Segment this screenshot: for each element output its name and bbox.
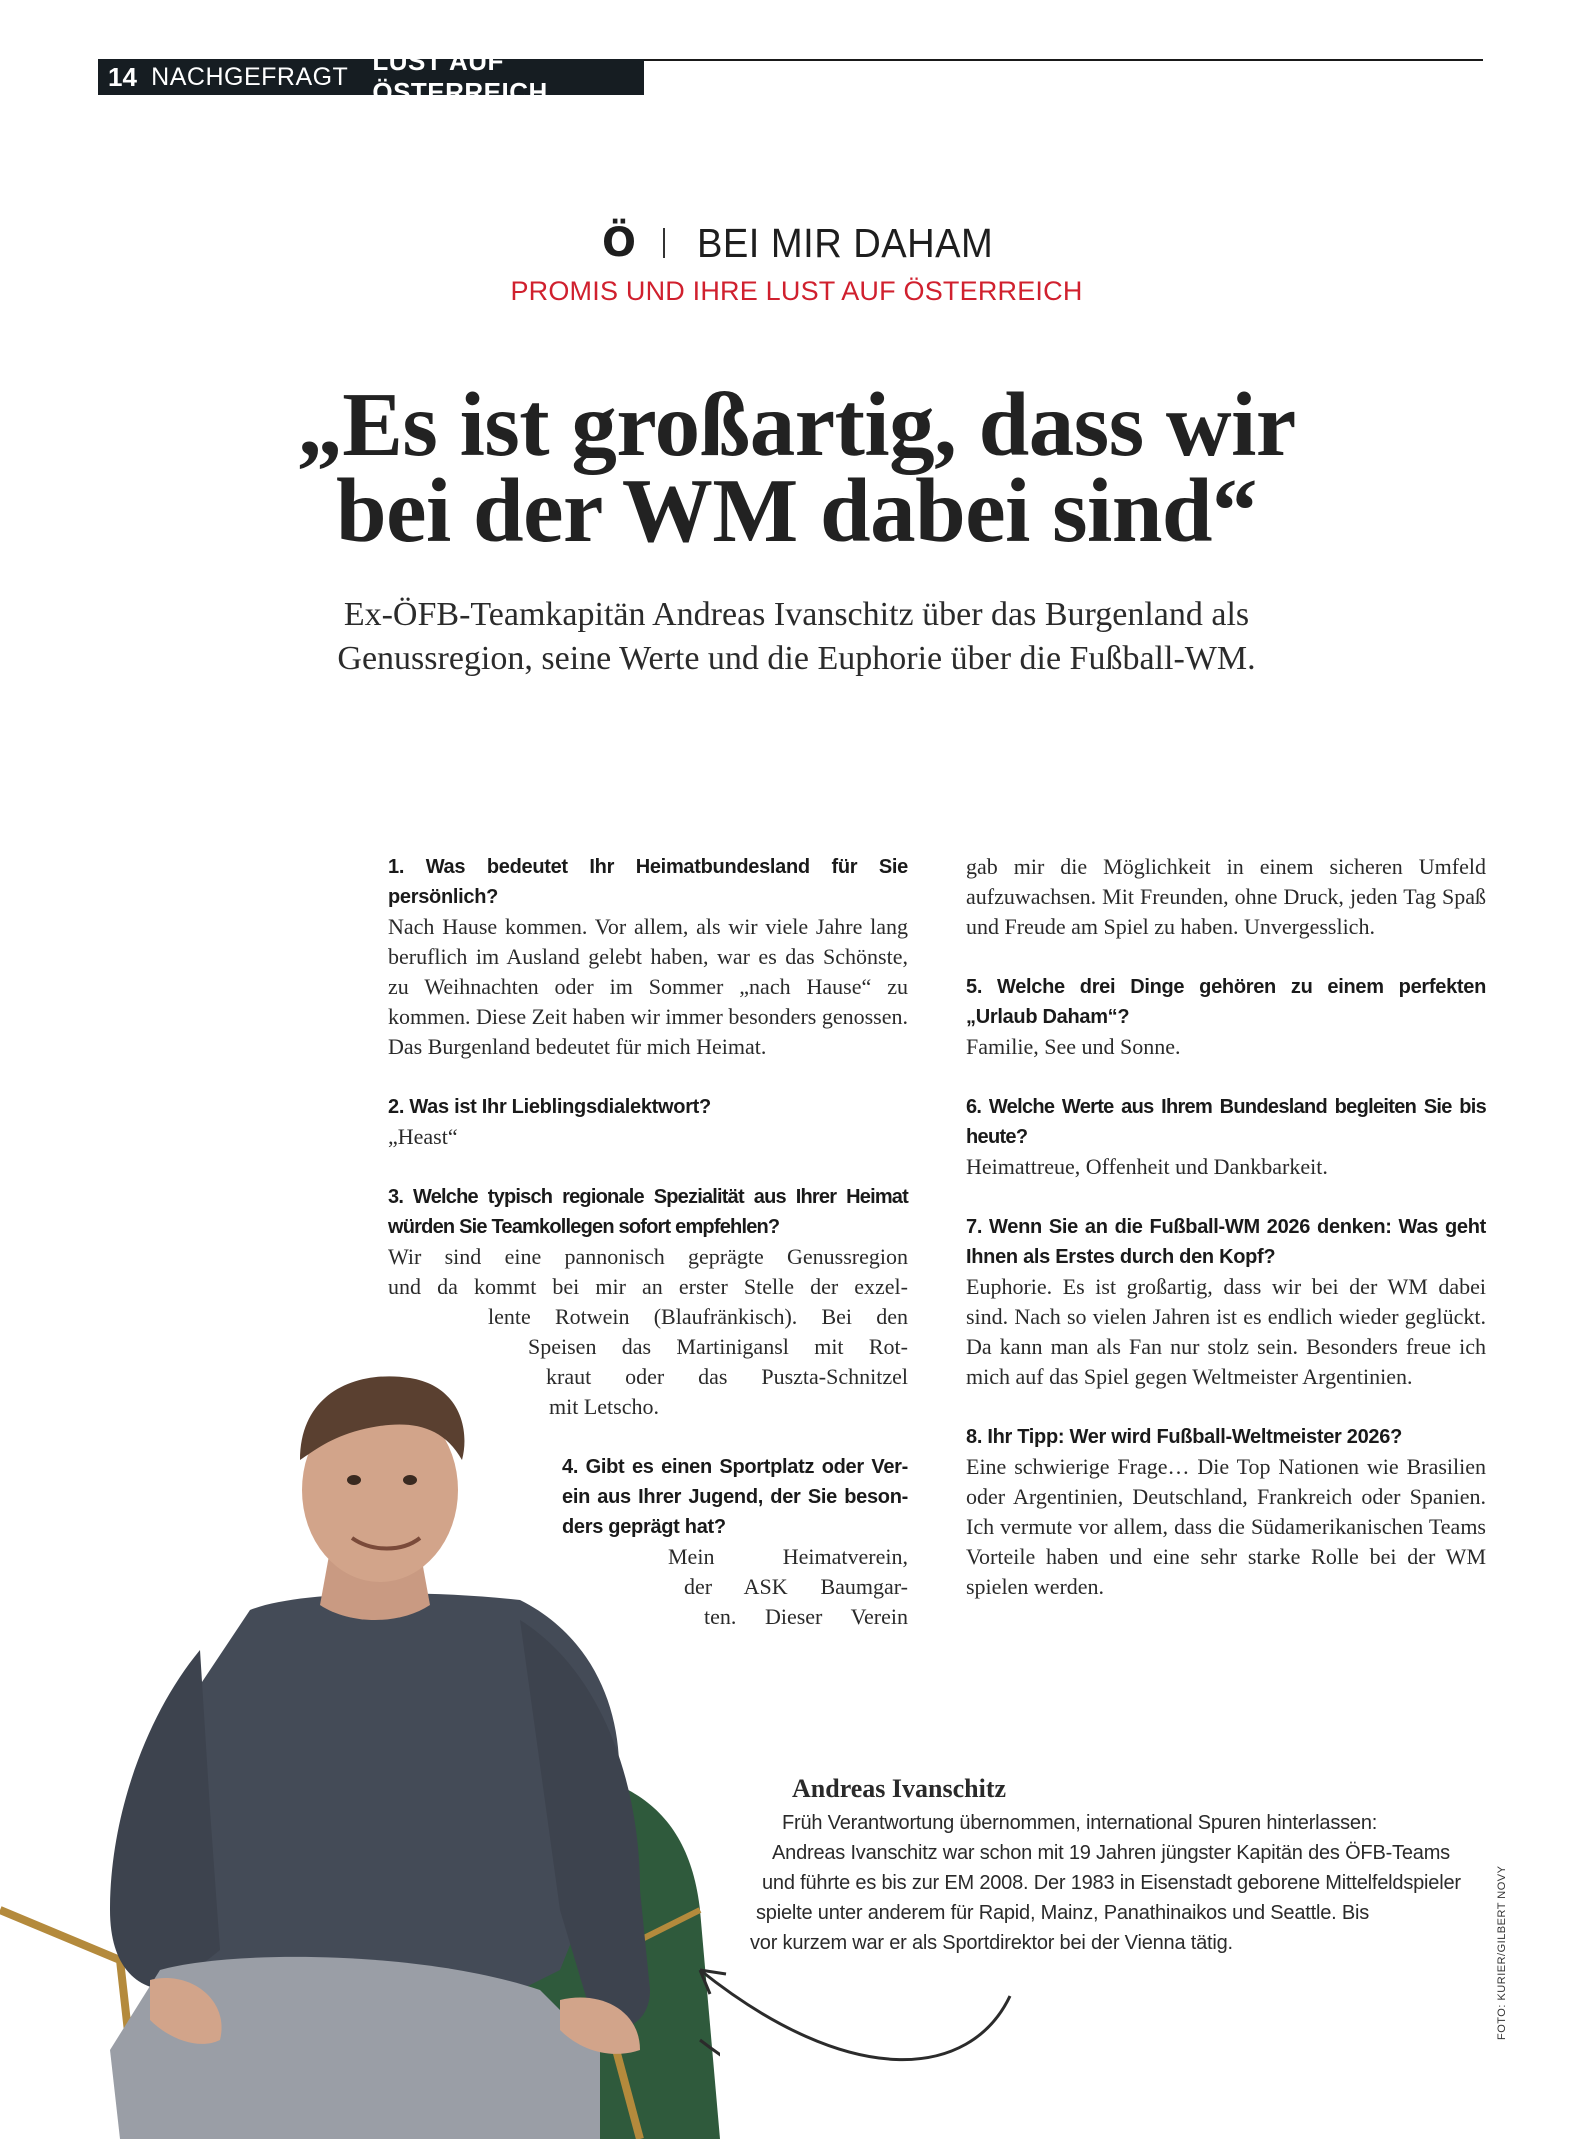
qa-7 bbox=[966, 1212, 1486, 1392]
question-4-line-3: ders geprägt hat? bbox=[562, 1516, 726, 1538]
answer-3-line-2: und da kommt bei mir an erster Stelle der exzel- bbox=[388, 1274, 908, 1299]
oe-logo-icon: Ö bbox=[602, 220, 637, 266]
answer-3-line-3: lente Rotwein (Blaufränkisch). Bei den bbox=[488, 1304, 908, 1329]
qa-4-continued bbox=[966, 852, 1486, 942]
intro-line-1: Ex-ÖFB-Teamkapitän Andreas Ivanschitz über das Burgenland als bbox=[343, 596, 1250, 633]
answer-6: Heimattreue, Offenheit und Dankbarkeit. bbox=[966, 1154, 1328, 1179]
rubric-divider bbox=[663, 228, 665, 258]
answer-4-line-3: ten. Dieser Verein bbox=[704, 1604, 908, 1629]
answer-3-line-4: Speisen das Martinigansl mit Rot- bbox=[528, 1334, 908, 1359]
qa-4 bbox=[388, 1452, 908, 1632]
photo-credit: FOTO: KURIER/GILBERT NOVY bbox=[1496, 1865, 1508, 2040]
qa-3 bbox=[388, 1182, 908, 1422]
question-2: 2. Was ist Ihr Lieblingsdialektwort? bbox=[388, 1096, 711, 1118]
page-number: 14 bbox=[108, 61, 137, 92]
qa-5 bbox=[966, 972, 1486, 1062]
question-7: 7. Wenn Sie an die Fußball-WM 2026 denken: Was geht Ihnen als Erstes durch den Kopf? bbox=[966, 1216, 1486, 1268]
series-label: LUST AUF ÖSTERREICH bbox=[372, 46, 548, 107]
question-1: 1. Was bedeutet Ihr Heimatbundesland für Sie persönlich? bbox=[388, 856, 908, 908]
answer-4-line-2: der ASK Baumgar- bbox=[684, 1574, 908, 1599]
qa-8 bbox=[966, 1422, 1486, 1602]
question-3: 3. Welche typisch regionale Spezialität aus Ihrer Heimat würden Sie Teamkollegen sofort empfehlen? bbox=[388, 1186, 908, 1238]
answer-8: Eine schwierige Frage… Die Top Nationen wie Brasilien oder Argentinien, Deutschland, Frankreich oder Spanien. Ich vermute vor allem, dass die Südamerikanischen Teams Vorteile haben und eine sehr starke Rolle bei der WM spielen werden. bbox=[966, 1454, 1486, 1599]
answer-1: Nach Hause kommen. Vor allem, als wir viele Jahre lang beruflich im Ausland gelebt haben, war es das Schönste, zu Weihnachten oder im Sommer „nach Hause“ zu kommen. Diese Zeit haben wir immer besonders genossen. Das Burgenland bedeutet für mich Heimat. bbox=[388, 914, 908, 1059]
question-6: 6. Welche Werte aus Ihrem Bundesland begleiten Sie bis heute? bbox=[966, 1096, 1486, 1148]
answer-4-line-1: Mein Heimatverein, bbox=[668, 1544, 908, 1569]
intro-line-2: Genussregion, seine Werte und die Euphorie über die Fußball-WM. bbox=[337, 640, 1256, 677]
question-8: 8. Ihr Tipp: Wer wird Fußball-Weltmeister 2026? bbox=[966, 1426, 1402, 1448]
arrow-icon bbox=[680, 1940, 1020, 2110]
caption-line-3: und führte es bis zur EM 2008. Der 1983 in Eisenstadt geborene Mittelfeldspieler bbox=[762, 1872, 1461, 1894]
rubric bbox=[0, 214, 1593, 274]
headline bbox=[150, 374, 1443, 561]
caption-line-4: spielte unter anderem für Rapid, Mainz, Panathinaikos und Seattle. Bis bbox=[756, 1902, 1370, 1924]
section-label: NACHGEFRAGT bbox=[151, 62, 349, 91]
question-4-line-2: ein aus Ihrer Jugend, der Sie beson- bbox=[562, 1486, 908, 1508]
rubric-title: BEI MIR DAHAM bbox=[697, 220, 994, 266]
answer-3-line-5: kraut oder das Puszta-Schnitzel bbox=[546, 1364, 908, 1389]
section-header-bar bbox=[98, 46, 644, 107]
intro-text bbox=[150, 593, 1443, 681]
headline-line-2: bei der WM dabei sind“ bbox=[335, 460, 1258, 561]
answer-4-continued: gab mir die Möglichkeit in einem sicheren Umfeld aufzuwachsen. Mit Freunden, ohne Druck, jeden Tag Spaß und Freude am Spiel zu haben. Unvergesslich. bbox=[966, 854, 1486, 939]
headline-line-1: „Es ist großartig, dass wir bbox=[297, 374, 1296, 475]
qa-1 bbox=[388, 852, 908, 1062]
answer-7: Euphorie. Es ist großartig, dass wir bei der WM dabei sind. Nach so vielen Jahren ist es endlich wieder geglückt. Da kann man als Fan nur stolz sein. Besonders freue ich mich auf das Spiel gegen Weltmeister Argentinien. bbox=[966, 1274, 1486, 1389]
caption-line-5: vor kurzem war er als Sportdirektor bei der Vienna tätig. bbox=[750, 1932, 1233, 1954]
caption-name: Andreas Ivanschitz bbox=[792, 1774, 1007, 1803]
qa-2 bbox=[388, 1092, 908, 1152]
answer-3-line-6: mit Letscho. bbox=[549, 1394, 659, 1419]
column-left bbox=[388, 852, 908, 1662]
caption-line-2: Andreas Ivanschitz war schon mit 19 Jahren jüngster Kapitän des ÖFB-Teams bbox=[772, 1842, 1450, 1864]
column-right bbox=[966, 852, 1486, 1632]
question-4-line-1: 4. Gibt es einen Sportplatz oder Ver- bbox=[562, 1456, 908, 1478]
caption-line-1: Früh Verantwortung übernommen, international Spuren hinterlassen: bbox=[782, 1812, 1378, 1834]
answer-2: „Heast“ bbox=[388, 1124, 458, 1149]
answer-5: Familie, See und Sonne. bbox=[966, 1034, 1181, 1059]
answer-3-line-1: Wir sind eine pannonisch geprägte Genussregion bbox=[388, 1244, 908, 1269]
question-5: 5. Welche drei Dinge gehören zu einem perfekten „Urlaub Daham“? bbox=[966, 976, 1486, 1028]
qa-6 bbox=[966, 1092, 1486, 1182]
rubric-subtitle: PROMIS UND IHRE LUST AUF ÖSTERREICH bbox=[510, 276, 1083, 306]
